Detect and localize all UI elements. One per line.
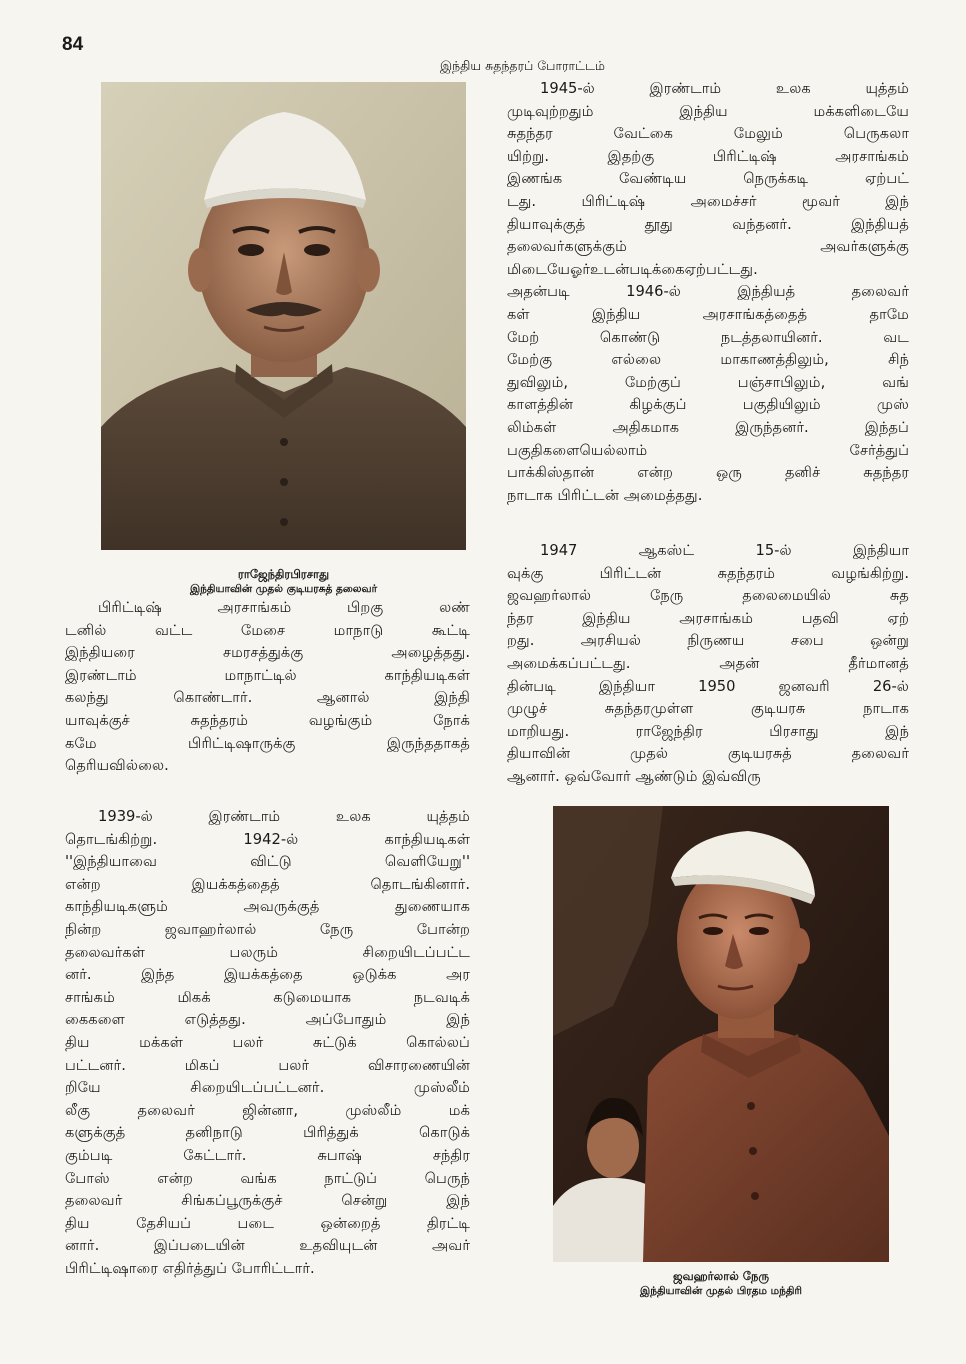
caption-rajendra-name: ராஜேந்திரபிரசாது (237, 567, 330, 581)
text-line: திய மக்கள் பலர் சுட்டுக் கொல்லப் (65, 1033, 470, 1051)
text-line: களுக்குத் தனிநாடு பிரித்துக் கொடுக் (65, 1124, 470, 1142)
text-line: சாங்கம் மிகக் கடுமையாக நடவடிக் (65, 988, 470, 1006)
portrait-jawaharlal-nehru (553, 806, 889, 1262)
text-line: னர். இந்த இயக்கத்தை ஒடுக்க அர (65, 966, 470, 984)
text-line: ஆனார். ஒவ்வோர் ஆண்டும் இவ்விரு (507, 767, 761, 785)
right-paragraph-1 (507, 78, 909, 507)
text-line: இரண்டாம் மாநாட்டில் காந்தியடிகள் (65, 666, 470, 684)
text-line: காளத்தின் கிழக்குப் பகுதியிலும் முஸ் (507, 396, 909, 414)
text-line: றது. அரசியல் நிருணய சபை ஒன்று (507, 632, 909, 650)
text-line: முடிவுற்றதும் இந்திய மக்களிடையே (507, 102, 909, 120)
text-line: மிடையேஓர்உடன்படிக்கைஏற்பட்டது. (507, 260, 758, 278)
caption-nehru-title: இந்தியாவின் முதல் பிரதம மந்திரி (640, 1285, 802, 1297)
text-line: 1945-ல் இரண்டாம் உலக யுத்தம் (540, 80, 909, 97)
portrait-rajendra-prasad-image (101, 82, 466, 550)
text-line: டனில் வட்ட மேசை மாநாடு கூட்டி (65, 621, 470, 639)
text-line: தியாவுக்குத் தூது வந்தனர். இந்தியத் (507, 215, 909, 233)
text-line: தலைவர்கள் பலரும் சிறையிடப்பட்ட (65, 943, 470, 961)
text-line: றியே சிறையிடப்பட்டனர். முஸ்லீம் (65, 1079, 470, 1097)
caption-nehru-name: ஜவஹர்லால் நேரு (672, 1269, 769, 1283)
text-line: தொடங்கிற்று. 1942-ல் காந்தியடிகள் (65, 830, 470, 848)
text-line: சுதந்தர வேட்கை மேலும் பெருகலா (507, 125, 909, 143)
text-line: னார். இப்படையின் உதவியுடன் அவர் (65, 1237, 470, 1255)
text-line: நாடாக பிரிட்டன் அமைத்தது. (507, 486, 703, 504)
caption-rajendra-prasad (101, 566, 466, 597)
text-line: ஜவஹர்லால் நேரு தலைமையில் சுத (507, 587, 909, 605)
text-line: ''இந்தியாவை விட்டு வெளியேறு'' (65, 853, 470, 871)
text-line: தலைவர்களுக்கும் அவர்களுக்கு (507, 238, 909, 256)
text-line: கைகளை எடுத்தது. அப்போதும் இந் (65, 1011, 470, 1029)
text-line: யிற்று. இதற்கு பிரிட்டிஷ் அரசாங்கம் (507, 147, 909, 165)
text-line: என்ற இயக்கத்தைத் தொடங்கினார். (65, 875, 470, 893)
right-paragraph-2 (507, 540, 909, 789)
text-line: பிரிட்டிஷாரை எதிர்த்துப் போரிட்டார். (65, 1259, 315, 1277)
text-line: பிரிட்டிஷ் அரசாங்கம் பிறகு லண் (98, 599, 470, 616)
text-line: யாவுக்குச் சுதந்தரம் வழங்கும் நோக் (65, 711, 470, 729)
text-line: ந்தர இந்திய அரசாங்கம் பதவி ஏற் (507, 609, 909, 627)
text-line: வுக்கு பிரிட்டன் சுதந்தரம் வழங்கிற்று. (507, 564, 909, 582)
text-line: துவிலும், மேற்குப் பஞ்சாபிலும், வங் (507, 373, 909, 391)
text-line: பகுதிகளையெல்லாம் சேர்த்துப் (507, 441, 909, 459)
text-line: மாறியது. ராஜேந்திர பிரசாது இந் (507, 722, 909, 740)
text-line: 1939-ல் இரண்டாம் உலக யுத்தம் (98, 808, 470, 825)
text-line: பாக்கிஸ்தான் என்ற ஒரு தனிச் சுதந்தர (507, 464, 909, 482)
caption-jawaharlal-nehru (553, 1268, 889, 1299)
text-line: மேற்கு எல்லை மாகாணத்திலும், சிந் (507, 351, 909, 369)
text-line: அதன்படி 1946-ல் இந்தியத் தலைவர் (507, 283, 909, 301)
text-line: நின்ற ஜவாஹர்லால் நேரு போன்ற (65, 920, 470, 938)
text-line: தலைவர் சிங்கப்பூருக்குச் சென்று இந் (65, 1192, 470, 1210)
text-line: இணங்க வேண்டிய நெருக்கடி ஏற்பட் (507, 170, 909, 188)
text-line: 1947 ஆகஸ்ட் 15-ல் இந்தியா (540, 542, 909, 559)
portrait-jawaharlal-nehru-image (553, 806, 889, 1262)
left-paragraph-1 (65, 597, 470, 778)
text-line: காந்தியடிகளும் அவருக்குத் துணையாக (65, 898, 470, 916)
page-number: 84 (62, 34, 84, 55)
text-line: லிம்கள் அதிகமாக இருந்தனர். இந்தப் (507, 418, 909, 436)
text-line: அமைக்கப்பட்டது. அதன் தீர்மானத் (507, 654, 909, 672)
text-line: தெரியவில்லை. (65, 757, 169, 775)
left-paragraph-2 (65, 806, 470, 1280)
text-line: தின்படி இந்தியா 1950 ஜனவரி 26-ல் (507, 677, 909, 695)
caption-rajendra-title: இந்தியாவின் முதல் குடியரசுத் தலைவர் (189, 583, 378, 595)
text-line: மேற் கொண்டு நடத்தலாயினர். வட (507, 328, 909, 346)
text-line: டது. பிரிட்டிஷ் அமைச்சர் மூவர் இந் (507, 192, 909, 210)
text-line: கமே பிரிட்டிஷாருக்கு இருந்ததாகத் (65, 734, 470, 752)
text-line: போஸ் என்ற வங்க நாட்டுப் பெருந் (65, 1169, 470, 1187)
text-line: பட்டனர். மிகப் பலர் விசாரணையின் (65, 1056, 470, 1074)
text-line: கும்படி கேட்டார். சுபாஷ் சந்திர (65, 1146, 470, 1164)
text-line: இந்தியரை சமரசத்துக்கு அழைத்தது. (65, 644, 470, 662)
text-line: கலந்து கொண்டார். ஆனால் இந்தி (65, 689, 470, 707)
text-line: தியாவின் முதல் குடியரசுத் தலைவர் (507, 745, 909, 763)
text-line: கள் இந்திய அரசாங்கத்தைத் தாமே (507, 305, 909, 323)
portrait-rajendra-prasad (101, 82, 466, 550)
text-line: திய தேசியப் படை ஒன்றைத் திரட்டி (65, 1214, 470, 1232)
text-line: முழுச் சுதந்தரமுள்ள குடியரசு நாடாக (507, 700, 909, 718)
text-line: லீகு தலைவர் ஜின்னா, முஸ்லீம் மக் (65, 1101, 470, 1119)
running-head: இந்திய சுதந்தரப் போராட்டம் (440, 58, 605, 73)
